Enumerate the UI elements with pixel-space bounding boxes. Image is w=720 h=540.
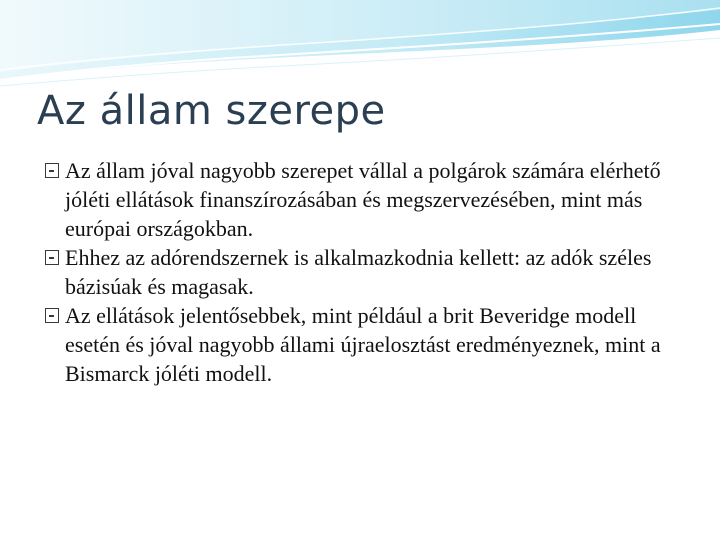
bullet-item: [45, 301, 685, 388]
square-bullet-icon: [45, 163, 59, 178]
bullet-list: [45, 156, 685, 388]
bullet-item: [45, 156, 685, 243]
header-wave-decoration: [0, 0, 720, 92]
bullet-item: [45, 243, 685, 301]
square-bullet-icon: [45, 250, 59, 265]
bullet-text: Ehhez az adórendszernek is alkalmazkodnia kellett: az adók széles bázisúak és magasak.: [65, 245, 652, 299]
bullet-text: Az ellátások jelentősebbek, mint például a brit Beveridge modell esetén és jóval nagyobb állami újraelosztást eredményeznek, mint a Bismarck jóléti modell.: [65, 303, 661, 386]
bullet-text: Az állam jóval nagyobb szerepet vállal a polgárok számára elérhető jóléti ellátások finanszírozásában és megszervezésében, mint más európai országokban.: [65, 158, 661, 241]
slide-title: Az állam szerepe: [37, 88, 386, 134]
square-bullet-icon: [45, 308, 59, 323]
